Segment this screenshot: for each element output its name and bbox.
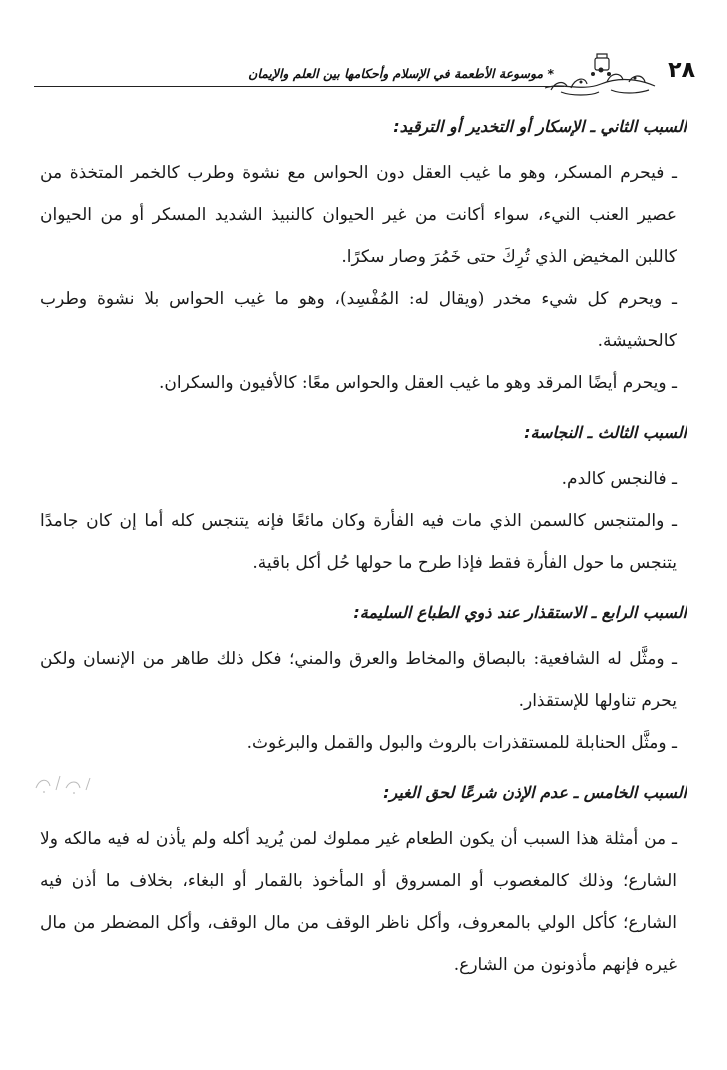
- section-heading: السبب الثاني ـ الإسكار أو التخدير أو الترقيد:: [393, 117, 687, 136]
- section-heading: السبب الخامس ـ عدم الإذن شرعًا لحق الغير:: [383, 783, 687, 802]
- paragraph: ـ ومثَّل الحنابلة للمستقذرات بالروث والبول والقمل والبرغوث.: [246, 733, 677, 753]
- page-header: [34, 52, 699, 100]
- section-heading: السبب الرابع ـ الاستقذار عند ذوي الطباع السليمة:: [353, 603, 687, 622]
- paragraph: ـ ويحرم كل شيء مخدر (ويقال له: المُفْسِد)، وهو ما غيب الحواس بلا نشوة وطرب كالحشيشة.: [40, 289, 677, 351]
- paragraph: ـ فيحرم المسكر، وهو ما غيب العقل دون الحواس مع نشوة وطرب كالخمر المتخذة من عصير العنب النيء، سواء أكانت من غير الحيوان كالنبيذ الشديد المسكر أو من الحيوان كاللبن المخيض الذي تُرِكَ حتى خَمُرَ وصار سكرًا.: [40, 163, 677, 267]
- paragraph: ـ والمتنجس كالسمن الذي مات فيه الفأرة وكان مائعًا فإنه يتنجس كله أما إن كان جامدًا يتنجس ما حول الفأرة فقط فإذا طرح ما حولها حُل أكل باقية.: [40, 511, 677, 573]
- paragraph: ـ ويحرم أيضًا المرقد وهو ما غيب العقل والحواس معًا: كالأفيون والسكران.: [158, 373, 677, 393]
- floral-ornament-icon: [541, 52, 659, 98]
- paragraph: ـ فالنجس كالدم.: [561, 469, 677, 489]
- running-title: * موسوعة الأطعمة في الإسلام وأحكامها بين العلم والإيمان: [248, 66, 554, 81]
- header-rule: [34, 86, 564, 87]
- page-body: [40, 114, 687, 986]
- section-heading: السبب الثالث ـ النجاسة:: [524, 423, 687, 442]
- faint-stamp-mark-icon: [30, 770, 100, 796]
- paragraph: ـ ومثَّل له الشافعية: بالبصاق والمخاط والعرق والمني؛ فكل ذلك طاهر من الإنسان ولكن يحرم تناولها للإستقذار.: [40, 649, 677, 711]
- paragraph: ـ من أمثلة هذا السبب أن يكون الطعام غير مملوك لمن يُريد أكله ولم يأذن له فيه مالكه ولا الشارع؛ وذلك كالمغصوب أو المسروق أو المأخوذ بالقمار أو البغاء، بخلاف ما أذن فيه الشارع؛ كأكل الولي بالمعروف، وأكل ناظر الوقف من مال الوقف، وأكل المضطر من مال غيره فإنهم مأذونون من الشارع.: [40, 829, 677, 975]
- page-number: ٢٨: [668, 58, 695, 83]
